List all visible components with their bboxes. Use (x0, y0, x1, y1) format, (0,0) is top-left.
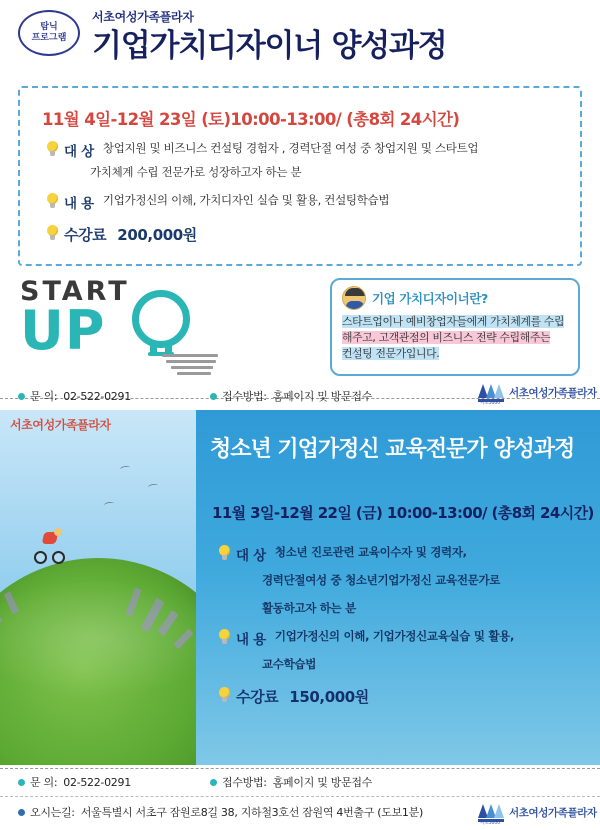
top-logo-text: 서초여성가족플라자 (509, 386, 597, 399)
definition-callout-header (342, 286, 568, 310)
top-target-text-2: 가치체계 수립 전문가로 성장하고자 하는 분 (90, 165, 302, 179)
top-info-box (18, 86, 582, 266)
top-footer-phone-value[interactable]: 02-522-0291 (63, 389, 131, 403)
bulb-icon (46, 193, 59, 210)
top-footer-apply-value: 홈페이지 및 방문접수 (272, 390, 373, 403)
tiny-planet-graphic (0, 558, 196, 765)
top-content-label: 내 용 (64, 196, 94, 212)
bottom-brand-name: 서초여성가족플라자 (10, 418, 111, 432)
person-avatar-icon (342, 286, 366, 310)
top-target-text: 창업지원 및 비즈니스 컨설팅 경험자 , 경력단절 여성 중 창업지원 및 스타트업 (102, 141, 479, 155)
definition-callout-title: 기업 가치디자이너란? (372, 291, 488, 306)
bottom-footer-apply-label: 접수방법: (222, 776, 267, 789)
bottom-footer-divider-2 (0, 796, 600, 797)
definition-callout-body (342, 314, 568, 363)
program-badge-line2: 프로그램 (31, 33, 67, 43)
lightbulb-icon (128, 290, 194, 362)
bottom-content-row (218, 628, 514, 648)
bottom-info-panel (196, 410, 600, 765)
hatch-lines-decoration (162, 354, 220, 380)
cyclist-illustration (34, 528, 70, 564)
bottom-footer-address-label: 오시는길: (30, 806, 75, 819)
definition-line-1: 스타트업이나 예비창업자들에게 가치체계를 수립 (342, 315, 565, 328)
bottom-footer-address (18, 804, 423, 820)
bottom-footer-divider (0, 768, 600, 769)
bottom-target-text: 청소년 진로관련 교육이수자 및 경력자, (274, 545, 467, 559)
program-badge-line1: 탐닉 (40, 21, 58, 32)
bullet-dot-icon (210, 393, 217, 400)
top-org-logo (478, 382, 597, 406)
bottom-target-text-2: 경력단절여성 중 청소년기업가정신 교육전문가로 (262, 573, 501, 587)
top-logo-sub: 서초5000 (480, 401, 501, 406)
bottom-target-row (218, 544, 467, 564)
startup-graphic (20, 276, 270, 391)
bottom-org-logo (478, 802, 597, 826)
top-footer-phone (18, 388, 131, 404)
program-badge (18, 10, 80, 56)
top-footer-phone-label: 문 의: (30, 390, 58, 403)
bottom-fee-row (218, 686, 369, 707)
top-footer-apply (210, 388, 372, 404)
top-target-row (46, 140, 478, 160)
bottom-content-text-2: 교수학습법 (262, 657, 317, 671)
top-content-row (46, 192, 389, 212)
definition-callout (330, 278, 580, 376)
bottom-footer-apply (210, 774, 372, 790)
top-date-line: 11월 4일-12월 23일 (토)10:00-13:00/ (총8회 24시간) (42, 110, 460, 129)
top-content-text: 기업가정신의 이해, 가치디자인 실습 및 활용, 컨설팅학습법 (102, 193, 390, 207)
startup-word-start: START (20, 276, 130, 307)
bottom-photo (0, 410, 196, 765)
bottom-target-text-3: 활동하고자 하는 분 (262, 601, 356, 615)
bottom-footer-apply-value: 홈페이지 및 방문접수 (272, 776, 373, 789)
bottom-footer-phone-label: 문 의: (30, 776, 58, 789)
top-fee-row (46, 224, 197, 245)
bullet-dot-icon (18, 393, 25, 400)
bulb-icon (218, 629, 231, 646)
bottom-footer-address-value: 서울특별시 서초구 잠원로8길 38, 지하철3호선 잠원역 4번출구 (도보1분) (80, 806, 423, 819)
bullet-dot-icon (210, 779, 217, 786)
top-brand-name: 서초여성가족플라자 (92, 10, 194, 24)
bullet-dot-icon (18, 809, 25, 816)
bottom-footer-phone (18, 774, 131, 790)
building-logo-icon (478, 802, 504, 826)
top-page-title: 기업가치디자이너 양성과정 (92, 28, 447, 64)
top-footer-apply-label: 접수방법: (222, 390, 267, 403)
bottom-logo-sub: 서초5000 (480, 821, 501, 826)
bottom-content-label: 내 용 (236, 632, 266, 648)
top-target-label: 대 상 (64, 144, 94, 160)
bottom-date-line: 11월 3일-12월 22일 (금) 10:00-13:00/ (총8회 24시간) (212, 504, 594, 522)
bottom-logo-text: 서초여성가족플라자 (509, 806, 597, 819)
bulb-icon (46, 225, 59, 242)
bottom-target-label: 대 상 (236, 548, 266, 564)
top-fee-label: 수강료 (64, 226, 107, 244)
top-poster (0, 0, 600, 410)
building-logo-icon (478, 382, 504, 406)
bottom-page-title: 청소년 기업가정신 교육전문가 양성과정 (210, 437, 575, 462)
top-fee-value: 200,000원 (117, 226, 197, 244)
bottom-footer-phone-value[interactable]: 02-522-0291 (63, 775, 131, 789)
bottom-poster (0, 410, 600, 830)
bulb-icon (46, 141, 59, 158)
bottom-fee-value: 150,000원 (289, 688, 369, 706)
bottom-content-text: 기업가정신의 이해, 기업가정신교육실습 및 활용, (274, 629, 515, 643)
bullet-dot-icon (18, 779, 25, 786)
bottom-fee-label: 수강료 (236, 688, 279, 706)
bulb-icon (218, 545, 231, 562)
definition-line-2: 해주고, 고객관점의 비즈니스 전략 수립해주는 (342, 331, 551, 345)
definition-line-3: 컨설팅 전문가입니다. (342, 347, 440, 361)
startup-word-up: UP (20, 299, 106, 362)
bulb-icon (218, 687, 231, 704)
